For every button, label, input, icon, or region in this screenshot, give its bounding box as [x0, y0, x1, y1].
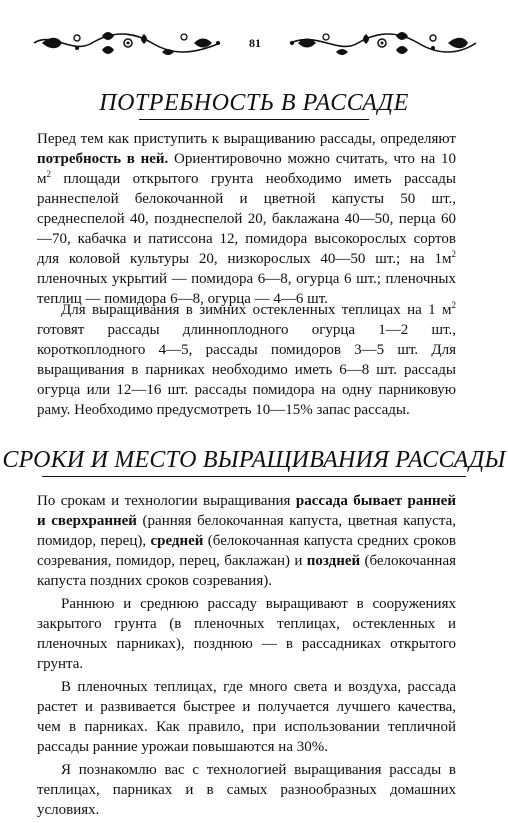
- title-underline: [42, 476, 466, 477]
- section2-body: [37, 491, 456, 823]
- bold-term-need: потребность в ней.: [37, 151, 169, 167]
- section2-paragraph4: Я познакомлю вас с технологией выращивания рассады в теплицах, парниках и в самых разнообразных домашних условиях.: [37, 762, 456, 818]
- section2-paragraph1: По срокам и технологии выращивания рассада бывает ранней и сверхранней (ранняя белокочанная капуста, цветная капуста, помидор, перец), средней (белокочанная капуста средних сроков созревания, помидор, перец, баклажан) и поздней (белокочанная капуста поздних сроков созревания).: [37, 493, 456, 589]
- section-title-timing-and-place: СРОКИ И МЕСТО ВЫРАЩИВАНИЯ РАССАДЫ: [0, 447, 508, 477]
- section1-paragraph2: Для выращивания в зимних остекленных теплицах на 1 $м^2$ готовят рассады длинноплодного огурца 1—2 шт., короткоплодного 4—5, рассады помидоров 3—5 шт. Для выращивания в парниках необходимо иметь 6—8 шт. рассады огурца или 12—16 шт. рассады помидора на одну парниковую раму. Необходимо предусмотреть 10—15% запас рассады.: [37, 300, 456, 418]
- floral-ornament-right: [288, 26, 478, 60]
- page-header: [32, 26, 478, 66]
- section1-paragraph1: Перед тем как приступить к выращиванию рассады, определяют потребность в ней. Ориентировочно можно считать, что на 10 $м^2$ площади открытого грунта необходимо иметь рассады раннеспелой белокочанной и цветной капусты 50 шт., среднеспелой 40, позднеспелой 20, баклажана 40—50, перца 60—70, кабачка и патиссона 12, помидора высокорослых сортов для коловой культуры 20, низкорослых 40—50 шт.; на $1м^2$ пленочных укрытий — помидора 6—8, огурца 6 шт.; пленочных теплиц — помидора 6—8, огурца — 4—6 шт.: [37, 131, 456, 307]
- bold-term-late: поздней: [306, 553, 361, 569]
- page-number: 81: [249, 36, 261, 50]
- section-title-seedling-need: ПОТРЕБНОСТЬ В РАССАДЕ: [0, 90, 508, 120]
- bold-term-early: рассада бывает ранней и сверхранней: [37, 493, 456, 529]
- title-underline: [139, 119, 369, 120]
- section2-paragraph2: Раннюю и среднюю рассаду выращивают в сооружениях закрытого грунта (в пленочных теплицах, остекленных и пленочных парниках), позднюю — в рассадниках открытого грунта.: [37, 596, 456, 672]
- section2-paragraph3: В пленочных теплицах, где много света и воздуха, рассада растет и развивается быстрее и получается лучшего качества, чем в парниках. Как правило, при использовании тепличной рассады ранние урожаи повышаются на 30%.: [37, 679, 456, 755]
- bold-term-medium: средней: [150, 533, 204, 549]
